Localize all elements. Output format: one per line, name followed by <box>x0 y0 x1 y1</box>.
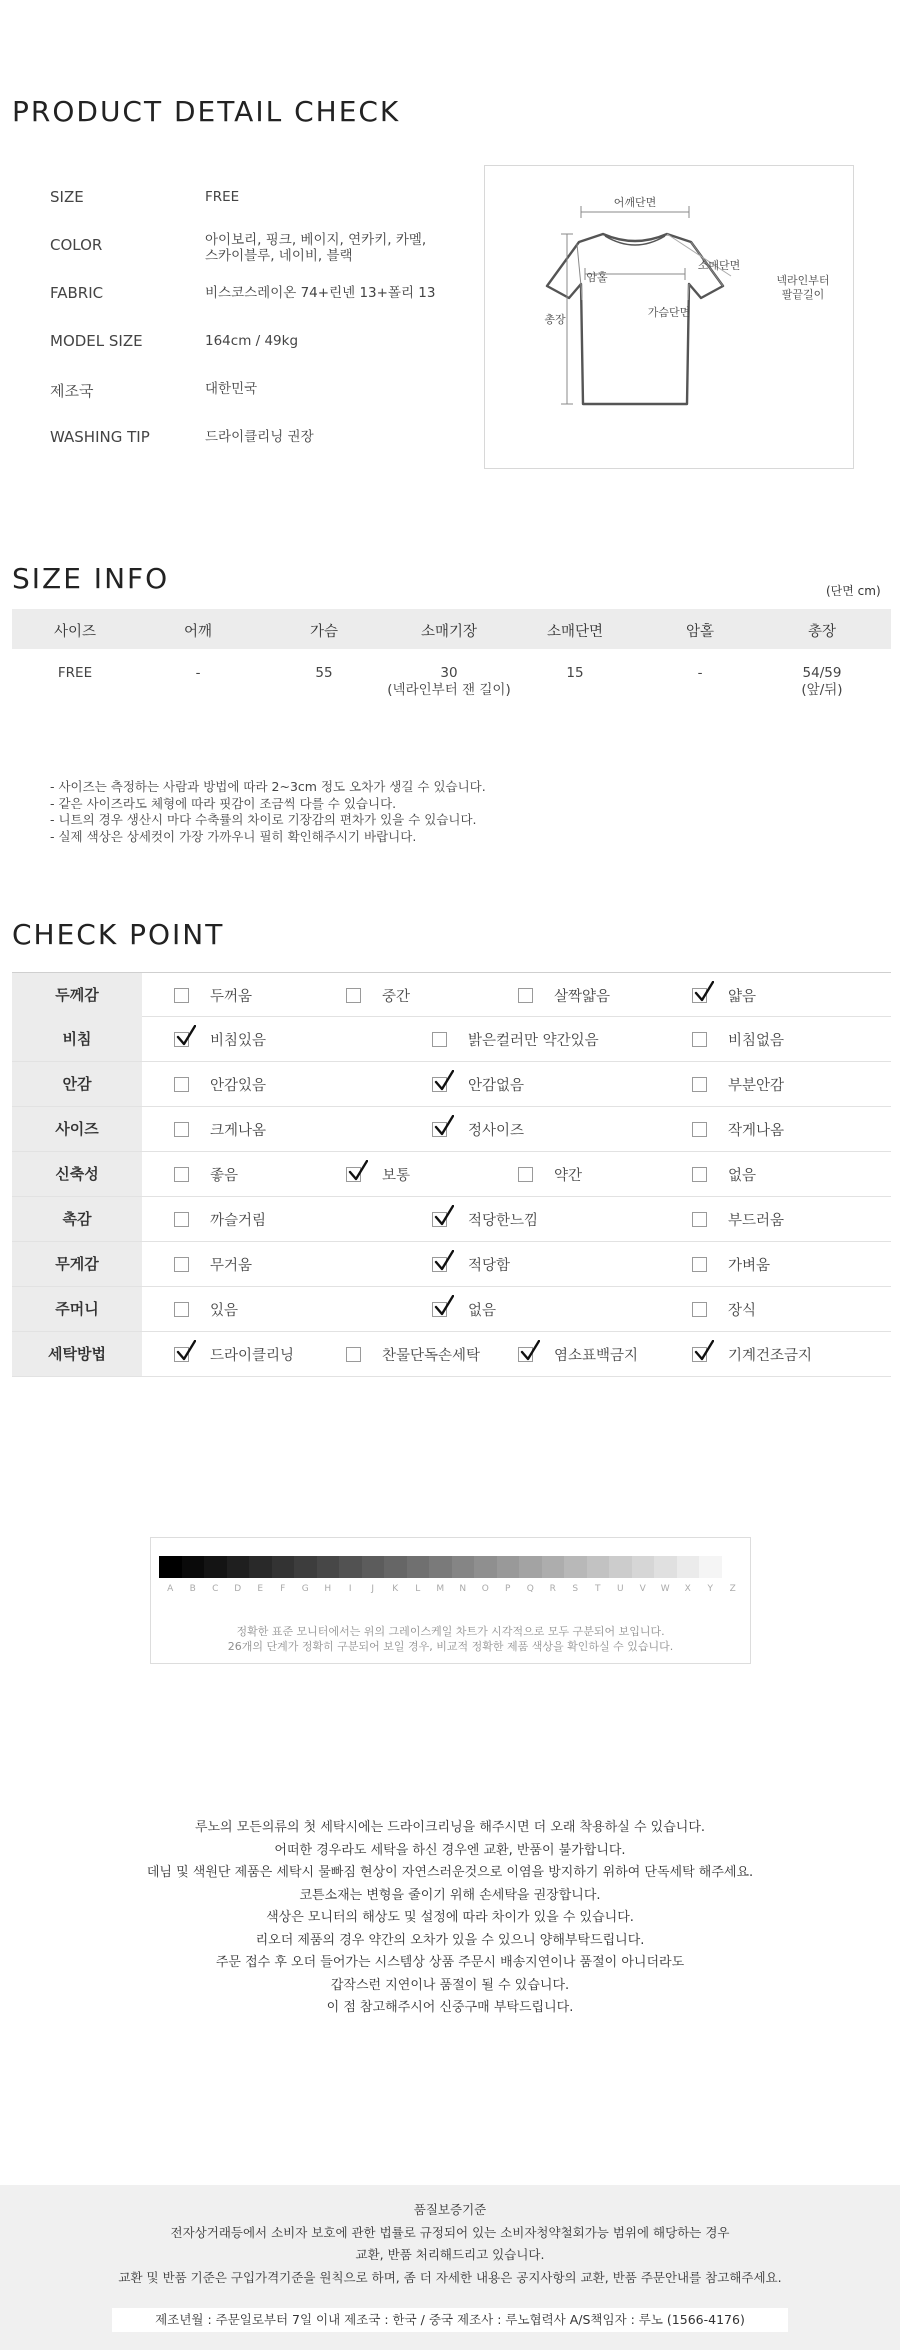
grayscale-swatch <box>317 1556 340 1578</box>
grayscale-strip <box>159 1556 744 1578</box>
checkbox[interactable] <box>692 1032 707 1047</box>
product-detail-value <box>205 381 495 397</box>
check-option[interactable] <box>692 973 756 1017</box>
text-line: 55 <box>315 665 333 681</box>
check-option-label: 가벼움 <box>728 1257 771 1274</box>
check-row <box>12 972 891 1017</box>
grayscale-letter: V <box>639 1584 646 1594</box>
checkbox-checked[interactable] <box>432 1122 447 1137</box>
grayscale-swatch <box>227 1556 250 1578</box>
grayscale-letter: E <box>257 1584 264 1594</box>
check-option[interactable] <box>692 1332 812 1376</box>
checkbox[interactable] <box>174 1257 189 1272</box>
check-option[interactable] <box>346 1332 480 1376</box>
checkbox[interactable] <box>432 1032 447 1047</box>
check-option[interactable] <box>432 1017 599 1061</box>
text-line: - <box>195 665 201 681</box>
check-option[interactable] <box>174 1242 252 1286</box>
product-detail-value <box>205 285 495 301</box>
notice-line: 어떠한 경우라도 세탁을 하신 경우엔 교환, 반품이 불가합니다. <box>274 1842 626 1858</box>
grayscale-swatch <box>452 1556 475 1578</box>
product-detail-label: MODEL SIZE <box>50 332 143 350</box>
size-header-cell: 암홀 <box>685 624 714 640</box>
size-note-line: - 같은 사이즈라도 체형에 따라 핏감이 조금씩 다를 수 있습니다. <box>50 795 397 811</box>
grayscale-desc-2: 26개의 단계가 정확히 구분되어 보일 경우, 비교적 정확한 제품 색상을 확인하실 수 있습니다. <box>227 1640 674 1653</box>
check-option[interactable] <box>432 1197 538 1241</box>
grayscale-letter: J <box>371 1584 375 1594</box>
checkbox[interactable] <box>174 988 189 1003</box>
check-option-label: 장식 <box>728 1302 757 1319</box>
check-row <box>12 1242 891 1287</box>
check-row <box>12 1287 891 1332</box>
size-header-cell: 어깨 <box>183 624 212 640</box>
product-detail-row <box>50 232 470 266</box>
check-row <box>12 1197 891 1242</box>
check-option-label: 살짝얇음 <box>554 988 611 1005</box>
text-line: - <box>697 665 703 681</box>
check-row-label: 안감 <box>12 1062 142 1106</box>
footer-line: 교환, 반품 처리해드리고 있습니다. <box>355 2247 545 2262</box>
check-row <box>12 1017 891 1062</box>
check-row <box>12 1152 891 1197</box>
grayscale-letter: K <box>392 1584 399 1594</box>
quality-guarantee-text <box>0 2199 900 2289</box>
check-option-label: 중간 <box>382 988 411 1005</box>
check-option-label: 없음 <box>728 1167 757 1184</box>
check-option-label: 찬물단독손세탁 <box>382 1347 481 1364</box>
checkbox[interactable] <box>346 988 361 1003</box>
check-option-label: 약간 <box>554 1167 583 1184</box>
grayscale-letter: W <box>660 1584 670 1594</box>
text-line: 54/59 <box>802 665 842 681</box>
checkbox-checked[interactable] <box>692 988 707 1003</box>
size-header-cell: 사이즈 <box>53 624 97 640</box>
check-option-label: 있음 <box>210 1302 239 1319</box>
checkbox[interactable] <box>174 1122 189 1137</box>
check-option[interactable] <box>692 1287 756 1331</box>
checkbox[interactable] <box>174 1302 189 1317</box>
notice-line: 루노의 모든의류의 첫 세탁시에는 드라이크리닝을 해주시면 더 오래 착용하실 수 있습니다. <box>194 1820 706 1835</box>
text-line: 스카이블루, 네이비, 블랙 <box>205 248 353 264</box>
notice-line: 이 점 참고해주시어 신중구매 부탁드립니다. <box>326 2000 574 2015</box>
check-option[interactable] <box>692 1242 770 1286</box>
grayscale-letter: R <box>549 1584 556 1594</box>
grayscale-letter: Q <box>526 1584 534 1594</box>
diagram-label-shoulder: 어깨단면 <box>613 196 657 209</box>
grayscale-letter: D <box>234 1584 242 1594</box>
grayscale-chart <box>150 1537 751 1664</box>
grayscale-swatch <box>429 1556 452 1578</box>
grayscale-swatch <box>654 1556 677 1578</box>
grayscale-swatch <box>722 1556 745 1578</box>
text-line: 대한민국 <box>205 381 258 397</box>
product-detail-label: WASHING TIP <box>50 428 150 446</box>
grayscale-swatch <box>699 1556 722 1578</box>
check-option[interactable] <box>432 1062 524 1106</box>
notice-line: 주문 접수 후 오더 들어가는 시스템상 상품 주문시 배송지연이나 품절이 아니더라도 <box>215 1955 685 1970</box>
tshirt-diagram-icon <box>485 166 855 470</box>
check-option[interactable] <box>174 1287 238 1331</box>
grayscale-letter: S <box>572 1584 579 1594</box>
checkmark-icon <box>520 1340 540 1362</box>
checkmark-icon <box>434 1295 454 1317</box>
check-option-label: 안감있음 <box>210 1077 267 1094</box>
check-option[interactable] <box>692 1107 784 1151</box>
notice-line: 색상은 모니터의 해상도 및 설정에 따라 차이가 있을 수 있습니다. <box>266 1910 634 1925</box>
text-line: 드라이클리닝 권장 <box>205 429 314 445</box>
check-row-label: 무게감 <box>12 1242 142 1286</box>
checkmark-icon <box>694 1340 714 1362</box>
grayscale-letter: I <box>348 1584 352 1594</box>
check-row-label: 신축성 <box>12 1152 142 1196</box>
checkbox[interactable] <box>174 1077 189 1092</box>
product-detail-label: 제조국 <box>50 382 94 400</box>
product-detail-label: FABRIC <box>50 284 104 302</box>
size-header-cell: 가슴 <box>309 624 338 640</box>
size-value-cell <box>742 665 900 699</box>
checkbox-checked[interactable] <box>174 1032 189 1047</box>
text-line: 아이보리, 핑크, 베이지, 연카키, 카멜, <box>205 232 427 248</box>
checkbox-checked[interactable] <box>432 1257 447 1272</box>
diagram-label-chest: 가슴단면 <box>647 306 691 319</box>
product-detail-value <box>205 333 495 349</box>
product-detail-value <box>205 429 495 445</box>
check-option[interactable] <box>518 1152 582 1196</box>
grayscale-swatch <box>519 1556 542 1578</box>
text-line: 15 <box>566 665 584 681</box>
grayscale-swatch <box>587 1556 610 1578</box>
check-option[interactable] <box>346 973 410 1017</box>
grayscale-swatch <box>497 1556 520 1578</box>
grayscale-swatch <box>272 1556 295 1578</box>
check-option-label: 없음 <box>468 1302 497 1319</box>
check-option[interactable] <box>174 1062 266 1106</box>
checkbox[interactable] <box>692 1077 707 1092</box>
footer-info-bar: 제조년월 : 주문일로부터 7일 이내 제조국 : 한국 / 중국 제조사 : 루노협력사 A/S책임자 : 루노 (1566-4176) <box>112 2308 788 2332</box>
text-line: (앞/뒤) <box>801 682 843 698</box>
checkmark-icon <box>434 1070 454 1092</box>
checkmark-icon <box>434 1250 454 1272</box>
check-option-label: 기계건조금지 <box>728 1347 813 1364</box>
grayscale-letter: Y <box>707 1584 713 1594</box>
check-option[interactable] <box>174 973 252 1017</box>
unit-note: (단면 cm) <box>826 584 881 598</box>
checkbox[interactable] <box>518 1167 533 1182</box>
size-header-cell: 소매기장 <box>420 624 478 640</box>
size-note-line: - 사이즈는 측정하는 사람과 방법에 따라 2~3cm 정도 오차가 생길 수 있습니다. <box>50 779 486 794</box>
grayscale-letter: B <box>189 1584 196 1594</box>
check-row-label: 사이즈 <box>12 1107 142 1151</box>
product-detail-row <box>50 284 470 314</box>
check-row <box>12 1062 891 1107</box>
grayscale-swatch <box>204 1556 227 1578</box>
checkbox[interactable] <box>518 988 533 1003</box>
grayscale-swatch <box>677 1556 700 1578</box>
product-detail-value <box>205 189 495 205</box>
grayscale-letter: H <box>324 1584 332 1594</box>
grayscale-swatch <box>474 1556 497 1578</box>
checkbox[interactable] <box>692 1257 707 1272</box>
diagram-label-armhole: 암홀 <box>586 271 608 284</box>
size-note-line: - 니트의 경우 생산시 마다 수축률의 차이로 기장감의 편차가 있을 수 있습니다. <box>50 812 477 827</box>
diagram-label-length: 총장 <box>544 313 566 326</box>
check-option-label: 정사이즈 <box>468 1122 525 1139</box>
grayscale-letter: N <box>459 1584 467 1594</box>
check-option-label: 비침없음 <box>728 1032 785 1049</box>
checkbox-checked[interactable] <box>174 1347 189 1362</box>
checkbox-checked[interactable] <box>432 1077 447 1092</box>
notice-text <box>0 1817 900 2020</box>
tshirt-measurement-diagram <box>484 165 854 469</box>
check-option[interactable] <box>346 1152 410 1196</box>
product-detail-label: SIZE <box>50 188 84 206</box>
check-option[interactable] <box>692 1062 784 1106</box>
grayscale-swatch <box>362 1556 385 1578</box>
check-option[interactable] <box>432 1107 524 1151</box>
product-detail-row <box>50 380 470 410</box>
checkbox[interactable] <box>174 1212 189 1227</box>
check-option-label: 염소표백금지 <box>554 1347 639 1364</box>
check-option-label: 크게나옴 <box>210 1122 267 1139</box>
grayscale-letter: P <box>505 1584 511 1594</box>
checkbox[interactable] <box>692 1212 707 1227</box>
grayscale-letter: L <box>415 1584 421 1594</box>
check-option[interactable] <box>518 973 610 1017</box>
checkbox-checked[interactable] <box>432 1302 447 1317</box>
size-notes <box>50 779 486 845</box>
notice-line: 리오더 제품의 경우 약간의 오차가 있을 수 있으니 양해부탁드립니다. <box>255 1932 645 1948</box>
check-option-label: 작게나옴 <box>728 1122 785 1139</box>
grayscale-letter: G <box>301 1584 309 1594</box>
product-detail-value <box>205 232 495 264</box>
grayscale-letters <box>159 1584 744 1594</box>
checkbox-checked[interactable] <box>518 1347 533 1362</box>
check-option-label: 밝은컬러만 약간있음 <box>468 1032 599 1049</box>
diagram-label-sleeve: 소매단면 <box>697 259 741 272</box>
check-option-label: 안감없음 <box>468 1077 525 1094</box>
grayscale-swatch <box>609 1556 632 1578</box>
checkbox[interactable] <box>692 1167 707 1182</box>
footer-line: 교환 및 반품 기준은 구입가격기준을 원칙으로 하며, 좀 더 자세한 내용은 공지사항의 교환, 반품 주문안내를 참고해주세요. <box>118 2269 782 2285</box>
grayscale-swatch <box>339 1556 362 1578</box>
check-option[interactable] <box>432 1242 510 1286</box>
checkbox-checked[interactable] <box>346 1167 361 1182</box>
check-option[interactable] <box>692 1017 784 1061</box>
check-option-label: 얇음 <box>728 988 757 1005</box>
check-option[interactable] <box>692 1197 784 1241</box>
size-info-title: SIZE INFO <box>12 562 170 595</box>
text-line: (넥라인부터 잰 길이) <box>387 682 511 698</box>
notice-line: 갑작스런 지연이나 품절이 될 수 있습니다. <box>330 1977 570 1993</box>
check-option-label: 좋음 <box>210 1167 239 1184</box>
check-row <box>12 1107 891 1152</box>
checkmark-icon <box>176 1025 196 1047</box>
grayscale-letter: Z <box>729 1584 736 1594</box>
check-row <box>12 1332 891 1377</box>
check-option-label: 부드러움 <box>728 1212 785 1229</box>
check-option-label: 드라이클리닝 <box>210 1347 295 1364</box>
check-option-label: 적당한느낌 <box>468 1212 539 1229</box>
footer <box>0 2185 900 2350</box>
grayscale-swatch <box>384 1556 407 1578</box>
check-option-label: 부분안감 <box>728 1077 785 1094</box>
diagram-label-neckline: 넥라인부터 팔끝길이 <box>776 274 830 301</box>
grayscale-swatch <box>407 1556 430 1578</box>
text-line: FREE <box>205 189 240 205</box>
check-option[interactable] <box>174 1332 294 1376</box>
product-detail-row <box>50 332 470 362</box>
grayscale-letter: A <box>167 1584 174 1594</box>
product-detail-title: PRODUCT DETAIL CHECK <box>12 95 401 128</box>
check-row-label: 촉감 <box>12 1197 142 1241</box>
check-option[interactable] <box>174 1197 266 1241</box>
size-header-cell: 총장 <box>807 624 836 640</box>
checkbox[interactable] <box>692 1302 707 1317</box>
text-line: 30 <box>440 665 458 681</box>
grayscale-swatch <box>542 1556 565 1578</box>
grayscale-swatch <box>249 1556 272 1578</box>
check-option-label: 까슬거림 <box>210 1212 267 1229</box>
checkbox-checked[interactable] <box>432 1212 447 1227</box>
check-option-label: 적당함 <box>468 1257 511 1274</box>
check-option-label: 보통 <box>382 1167 411 1184</box>
grayscale-letter: F <box>280 1584 286 1594</box>
check-point-title: CHECK POINT <box>12 918 225 951</box>
grayscale-letter: X <box>684 1584 691 1594</box>
grayscale-swatch <box>159 1556 182 1578</box>
product-detail-row <box>50 188 470 218</box>
check-row-label: 두께감 <box>12 973 142 1017</box>
grayscale-letter: U <box>616 1584 624 1594</box>
check-option-label: 비침있음 <box>210 1032 267 1049</box>
checkbox[interactable] <box>346 1347 361 1362</box>
grayscale-letter: O <box>481 1584 489 1594</box>
size-note-line: - 실제 색상은 상세컷이 가장 가까우니 필히 확인해주시기 바랍니다. <box>50 828 417 844</box>
check-row-label: 비침 <box>12 1017 142 1061</box>
check-option-label: 두꺼움 <box>210 988 253 1005</box>
grayscale-desc-1: 정확한 표준 모니터에서는 위의 그레이스케일 차트가 시각적으로 모두 구분되어 보입니다. <box>236 1625 665 1638</box>
check-option[interactable] <box>518 1332 638 1376</box>
check-option[interactable] <box>692 1152 756 1196</box>
grayscale-letter: M <box>436 1584 445 1594</box>
grayscale-letter: T <box>595 1584 601 1594</box>
checkmark-icon <box>434 1205 454 1227</box>
product-detail-label: COLOR <box>50 236 103 254</box>
check-row-label: 주머니 <box>12 1287 142 1331</box>
grayscale-letter: C <box>212 1584 219 1594</box>
checkbox[interactable] <box>692 1122 707 1137</box>
notice-line: 데님 및 색원단 제품은 세탁시 물빠짐 현상이 자연스러운것으로 이염을 방지하기 위하여 단독세탁 해주세요. <box>146 1865 754 1880</box>
notice-line: 코튼소재는 변형을 줄이기 위해 손세탁을 권장합니다. <box>299 1887 601 1903</box>
check-option-label: 무거움 <box>210 1257 253 1274</box>
text-line: 164cm / 49kg <box>205 333 299 349</box>
check-option[interactable] <box>174 1107 266 1151</box>
grayscale-swatch <box>564 1556 587 1578</box>
footer-line: 품질보증기준 <box>413 2202 487 2217</box>
check-option[interactable] <box>432 1287 496 1331</box>
product-detail-row <box>50 428 470 458</box>
checkmark-icon <box>348 1160 368 1182</box>
footer-line: 전자상거래등에서 소비자 보호에 관한 법률로 규정되어 있는 소비자청약철회가능 범위에 해당하는 경우 <box>170 2224 730 2240</box>
grayscale-swatch <box>632 1556 655 1578</box>
size-header-cell: 소매단면 <box>546 624 604 640</box>
check-option[interactable] <box>174 1017 266 1061</box>
grayscale-swatch <box>294 1556 317 1578</box>
check-option[interactable] <box>174 1152 238 1196</box>
checkmark-icon <box>694 981 714 1003</box>
checkmark-icon <box>176 1340 196 1362</box>
checkbox[interactable] <box>174 1167 189 1182</box>
checkbox-checked[interactable] <box>692 1347 707 1362</box>
checkmark-icon <box>434 1115 454 1137</box>
check-row-label: 세탁방법 <box>12 1332 142 1376</box>
grayscale-swatch <box>182 1556 205 1578</box>
text-line: 비스코스레이온 74+린넨 13+폴리 13 <box>205 285 436 301</box>
text-line: FREE <box>57 665 93 681</box>
